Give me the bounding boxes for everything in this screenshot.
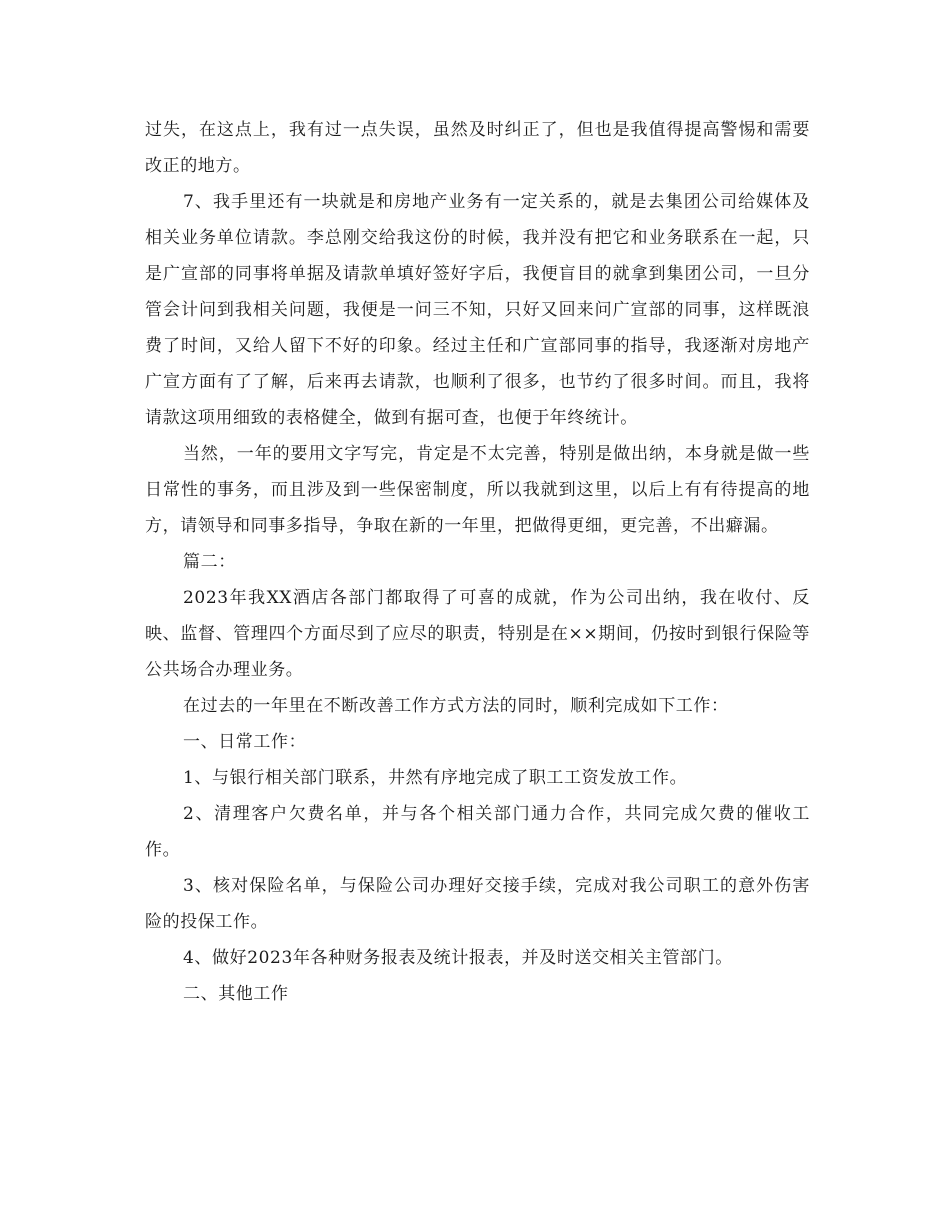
list-item-2: 2、清理客户欠费名单，并与各个相关部门通力合作，共同完成欠费的催收工作。 [145, 804, 810, 860]
document-body [145, 112, 810, 1012]
paragraph-item-7: 7、我手里还有一块就是和房地产业务有一定关系的，就是去集团公司给媒体及相关业务单位请款。李总刚交给我这份的时候，我并没有把它和业务联系在一起，只是广宣部的同事将单据及请款单填好签好字后，我便盲目的就拿到集团公司，一旦分管会计问到我相关问题，我便是一问三不知，只好又回来问广宣部的同事，这样既浪费了时间，又给人留下不好的印象。经过主任和广宣部同事的指导，我逐渐对房地产广宣方面有了了解，后来再去请款，也顺利了很多，也节约了很多时间。而且，我将请款这项用细致的表格健全，做到有据可查，也便于年终统计。 [145, 192, 810, 428]
heading-daily-work: 一、日常工作： [183, 732, 307, 752]
paragraph-continuation: 过失，在这点上，我有过一点失误，虽然及时纠正了，但也是我值得提高警惕和需要改正的地方。 [145, 120, 810, 176]
paragraph-conclusion: 当然，一年的要用文字写完，肯定是不太完善，特别是做出纳，本身就是做一些日常性的事务，而且涉及到一些保密制度，所以我就到这里，以后上有有待提高的地方，请领导和同事多指导，争取在新的一年里，把做得更细，更完善，不出癖漏。 [145, 444, 810, 536]
paragraph-summary-lead: 在过去的一年里在不断改善工作方式方法的同时，顺利完成如下工作： [183, 696, 729, 716]
list-item-1: 1、与银行相关部门联系，井然有序地完成了职工工资发放工作。 [183, 768, 688, 788]
paragraph-intro-2023: 2023年我XX酒店各部门都取得了可喜的成就，作为公司出纳，我在收付、反映、监督、管理四个方面尽到了应尽的职责，特别是在××期间，仍按时到银行保险等公共场合办理业务。 [145, 588, 810, 680]
list-item-3: 3、核对保险名单，与保险公司办理好交接手续，完成对我公司职工的意外伤害险的投保工作。 [145, 876, 810, 932]
list-item-4: 4、做好2023年各种财务报表及统计报表，并及时送交相关主管部门。 [183, 948, 733, 968]
heading-other-work: 二、其他工作 [183, 984, 289, 1004]
section-heading-part-two: 篇二： [183, 552, 236, 572]
